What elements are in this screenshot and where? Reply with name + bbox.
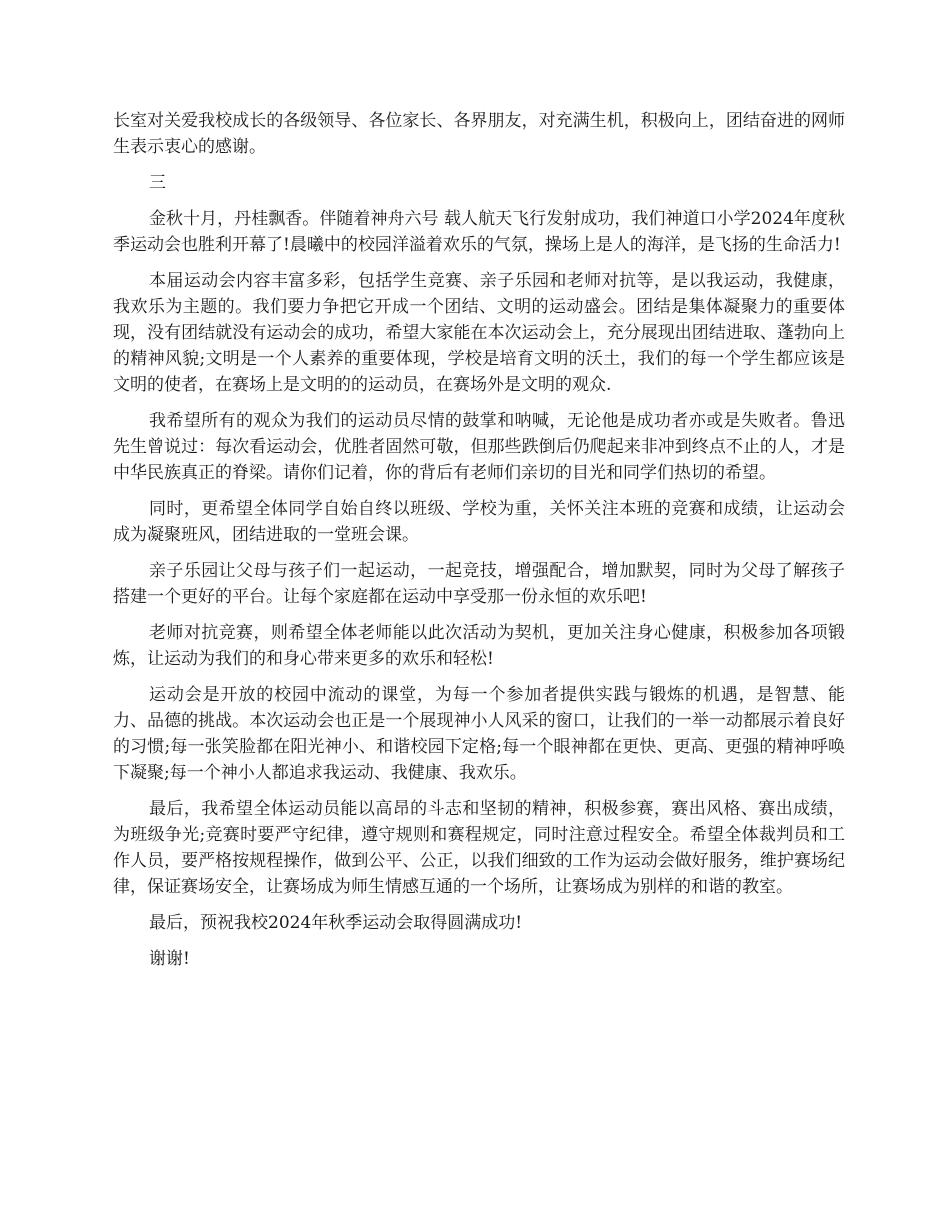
paragraph-opening: 金秋十月，丹桂飘香。伴随着神舟六号 载人航天飞行发射成功，我们神道口小学2024年度秋季运动会也胜利开幕了!晨曦中的校园洋溢着欢乐的气氛，操场上是人的海洋，是飞扬的生命活力!	[113, 209, 845, 255]
paragraph-athletes: 最后，我希望全体运动员能以高昂的斗志和坚韧的精神，积极参赛，赛出风格、赛出成绩，为班级争光;竞赛时要严守纪律，遵守规则和赛程规定，同时注意过程安全。希望全体裁判员和工作人员，要严格按规程操作，做到公平、公正，以我们细致的工作为运动会做好服务，维护赛场纪律，保证赛场安全，让赛场成为师生情感互通的一个场所，让赛场成为别样的和谐的教室。	[113, 799, 845, 897]
paragraph-teachers: 老师对抗竞赛，则希望全体老师能以此次活动为契机，更加关注身心健康，积极参加各项锻炼，让运动为我们的和身心带来更多的欢乐和轻松!	[113, 623, 845, 669]
section-number: 三	[149, 173, 166, 193]
paragraph-audience: 我希望所有的观众为我们的运动员尽情的鼓掌和呐喊，无论他是成功者亦或是失败者。鲁迅先生曾说过：每次看运动会，优胜者固然可敬，但那些跌倒后仍爬起来非冲到终点不止的人，才是中华民族真正的脊梁。请你们记着，你的背后有老师们亲切的目光和同学们热切的希望。	[113, 411, 845, 483]
paragraph-wishes: 最后，预祝我校2024年秋季运动会取得圆满成功!	[149, 913, 523, 933]
document-body	[113, 108, 845, 982]
paragraph-students: 同时，更希望全体同学自始自终以班级、学校为重，关怀关注本班的竞赛和成绩，让运动会成为凝聚班风，团结进取的一堂班会课。	[113, 499, 845, 545]
paragraph-classroom: 运动会是开放的校园中流动的课堂，为每一个参加者提供实践与锻炼的机遇，是智慧、能力、品德的挑战。本次运动会也正是一个展现神小人风采的窗口，让我们的一举一动都展示着良好的习惯;每一张笑脸都在阳光神小、和谐校园下定格;每一个眼神都在更快、更高、更强的精神呼唤下凝聚;每一个神小人都追求我运动、我健康、我欢乐。	[113, 685, 845, 783]
paragraph-theme: 本届运动会内容丰富多彩，包括学生竞赛、亲子乐园和老师对抗等，是以我运动，我健康，我欢乐为主题的。我们要力争把它开成一个团结、文明的运动盛会。团结是集体凝聚力的重要体现，没有团结就没有运动会的成功，希望大家能在本次运动会上，充分展现出团结进取、蓬勃向上的精神风貌;文明是一个人素养的重要体现，学校是培育文明的沃土，我们的每一个学生都应该是文明的使者，在赛场上是文明的的运动员，在赛场外是文明的观众.	[113, 271, 845, 395]
paragraph-parents: 亲子乐园让父母与孩子们一起运动，一起竞技，增强配合，增加默契，同时为父母了解孩子搭建一个更好的平台。让每个家庭都在运动中享受那一份永恒的欢乐吧!	[113, 561, 845, 607]
paragraph-thanks: 谢谢!	[149, 949, 190, 969]
paragraph-continuation: 长室对关爱我校成长的各级领导、各位家长、各界朋友，对充满生机，积极向上，团结奋进的网师生表示衷心的感谢。	[113, 111, 845, 157]
